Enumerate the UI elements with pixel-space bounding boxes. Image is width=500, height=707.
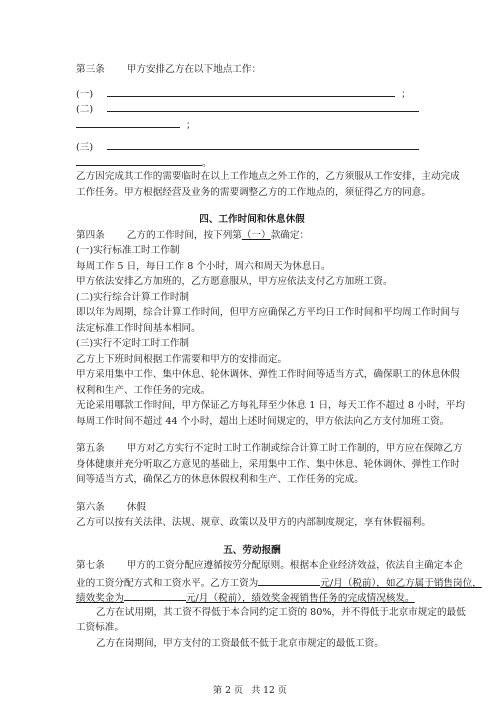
flexible-hours-l5: 每周工作时间不超过 44 个小时，超出上述时间规定的，甲方依法向乙方支付加班工资。 (76, 415, 450, 427)
option-2-label: (二) (76, 104, 94, 115)
option-1-end: ； (401, 88, 411, 100)
location-2-blank-b (76, 116, 180, 128)
flexible-hours-l2: 甲方采用集中工作、集中休息、轮休调休、弹性工作时间等适当方式，确保职工的休息休假 (76, 369, 460, 380)
page-number: 第 2 页 (213, 685, 244, 696)
comprehensive-hours-title: (二)实行综合计算工作时制 (76, 291, 190, 303)
option-3-label: (三) (76, 142, 94, 153)
flexible-hours-title: (三)实行不定时工时工作制 (76, 338, 190, 349)
article-6-title: 第六条 (76, 501, 105, 513)
article-7-text: 甲方的工资分配应遵循按劳分配原则。根据本企业经济效益，依法自主确定本企 (126, 560, 463, 571)
standard-hours-title: (一)实行标准工时工作制 (76, 245, 180, 256)
standard-hours-l1: 每周工作 5 日，每日工作 8 个小时，周六和周天为休息日。 (76, 260, 331, 272)
flexible-hours-l4: 无论采用哪款工作时间，甲方保证乙方每礼拜至少休息 1 日，每天工作不超过 8 小时，平均 (76, 400, 465, 411)
article-4-choice: （一） (241, 229, 271, 241)
probation-wage-l2: 工资标准。 (76, 622, 124, 633)
salary-post: 元/月（税前），如乙方属于销售岗位， (320, 577, 482, 589)
article-4-title: 第四条 (76, 229, 105, 241)
comprehensive-hours-l2: 法定标准工作时间基本相同。 (76, 322, 201, 334)
article-3-intro (76, 62, 428, 78)
article-6-heading (76, 500, 428, 516)
bonus-blank (124, 589, 186, 601)
article-3-title: 第三条 (76, 64, 105, 75)
page-footer (0, 682, 500, 696)
article-5-l1 (76, 441, 463, 457)
article-5-l3: 间等适当方式，确保乙方的休息休假权利和生产、工作任务的完成。 (76, 474, 364, 485)
location-2-blank-a (107, 100, 419, 112)
section-4-heading: 四、工作时间和休息休假 (199, 214, 305, 225)
page-total: 共 12 页 (251, 685, 287, 696)
article-7-title: 第七条 (76, 560, 105, 571)
article-7-l1 (76, 558, 463, 574)
salary-blank (258, 574, 320, 586)
location-option-2-cont (76, 116, 428, 132)
flexible-hours-l1: 乙方上下班时间根据工作需要和甲方的安排而定。 (76, 353, 288, 365)
article-3-body-2: 工作任务。甲方根据经营及业务的需要调整乙方的工作地点的，须征得乙方的同意。 (76, 186, 431, 198)
article-5-l2: 身体健康并充分听取乙方意见的基础上，采用集中工作、集中休息、轮休调休、弹性工作时 (76, 458, 460, 470)
article-6-l1: 乙方可以按有关法律、法规、规章、政策以及甲方的内部制度规定，享有休假福利。 (76, 517, 431, 528)
comprehensive-hours-l1: 即以年为周期，综合计算工作时间，但甲方应确保乙方平均日工作时间和平均周工作时间与 (76, 307, 460, 318)
article-5-title: 第五条 (76, 443, 105, 454)
option-1-label: (一) (76, 88, 94, 100)
bonus-pre: 绩效奖金为 (76, 593, 124, 604)
location-option-3 (76, 138, 428, 154)
location-option-1 (76, 85, 428, 101)
minimum-wage-l1: 乙方在岗期间，甲方支付的工资最低不低于北京市规定的最低工资。 (96, 637, 384, 649)
article-4-intro (76, 228, 428, 244)
section-5-heading: 五、劳动报酬 (223, 544, 281, 556)
salary-pre: 业的工资分配方式和工资水平。乙方工资为 (76, 577, 259, 589)
standard-hours-l2: 甲方依法安排乙方加班的，乙方愿意服从，甲方应依法支付乙方加班工资。 (76, 276, 393, 287)
article-7-l3 (76, 589, 428, 605)
location-3-blank-a (107, 138, 419, 150)
probation-wage-l1: 乙方在试用期，其工资不得低于本合同约定工资的 80%，并不得低于北京市规定的最低 (96, 606, 466, 618)
flexible-hours-l3: 权利和生产、工作任务的完成。 (76, 384, 211, 396)
document-page (76, 62, 482, 651)
location-option-2 (76, 100, 428, 116)
location-1-blank (107, 85, 395, 97)
location-option-3-cont (76, 154, 428, 170)
article-4-pre: 乙方的工作时间，按下列第 (126, 229, 242, 241)
article-5-text: 甲方对乙方实行不定时工时工作制或综合计算工时工作制的，甲方应在保障乙方 (126, 443, 463, 454)
article-3-body-1: 乙方因完成其工作的需要临时在以上工作地点之外工作的，乙方须服从工作安排，主动完成 (76, 171, 460, 182)
bonus-post: 元/月（税前），绩效奖金视销售任务的完成情况核发。 (185, 593, 415, 604)
location-3-blank-b (76, 154, 202, 166)
article-7-l2 (76, 574, 482, 590)
option-2-end: ； (186, 119, 196, 131)
article-3-intro-text: 甲方安排乙方在以下地点工作： (126, 64, 262, 75)
option-3-end: 。 (202, 157, 212, 169)
article-4-post: 款确定： (270, 229, 310, 241)
article-6-subject: 休假 (126, 501, 146, 513)
